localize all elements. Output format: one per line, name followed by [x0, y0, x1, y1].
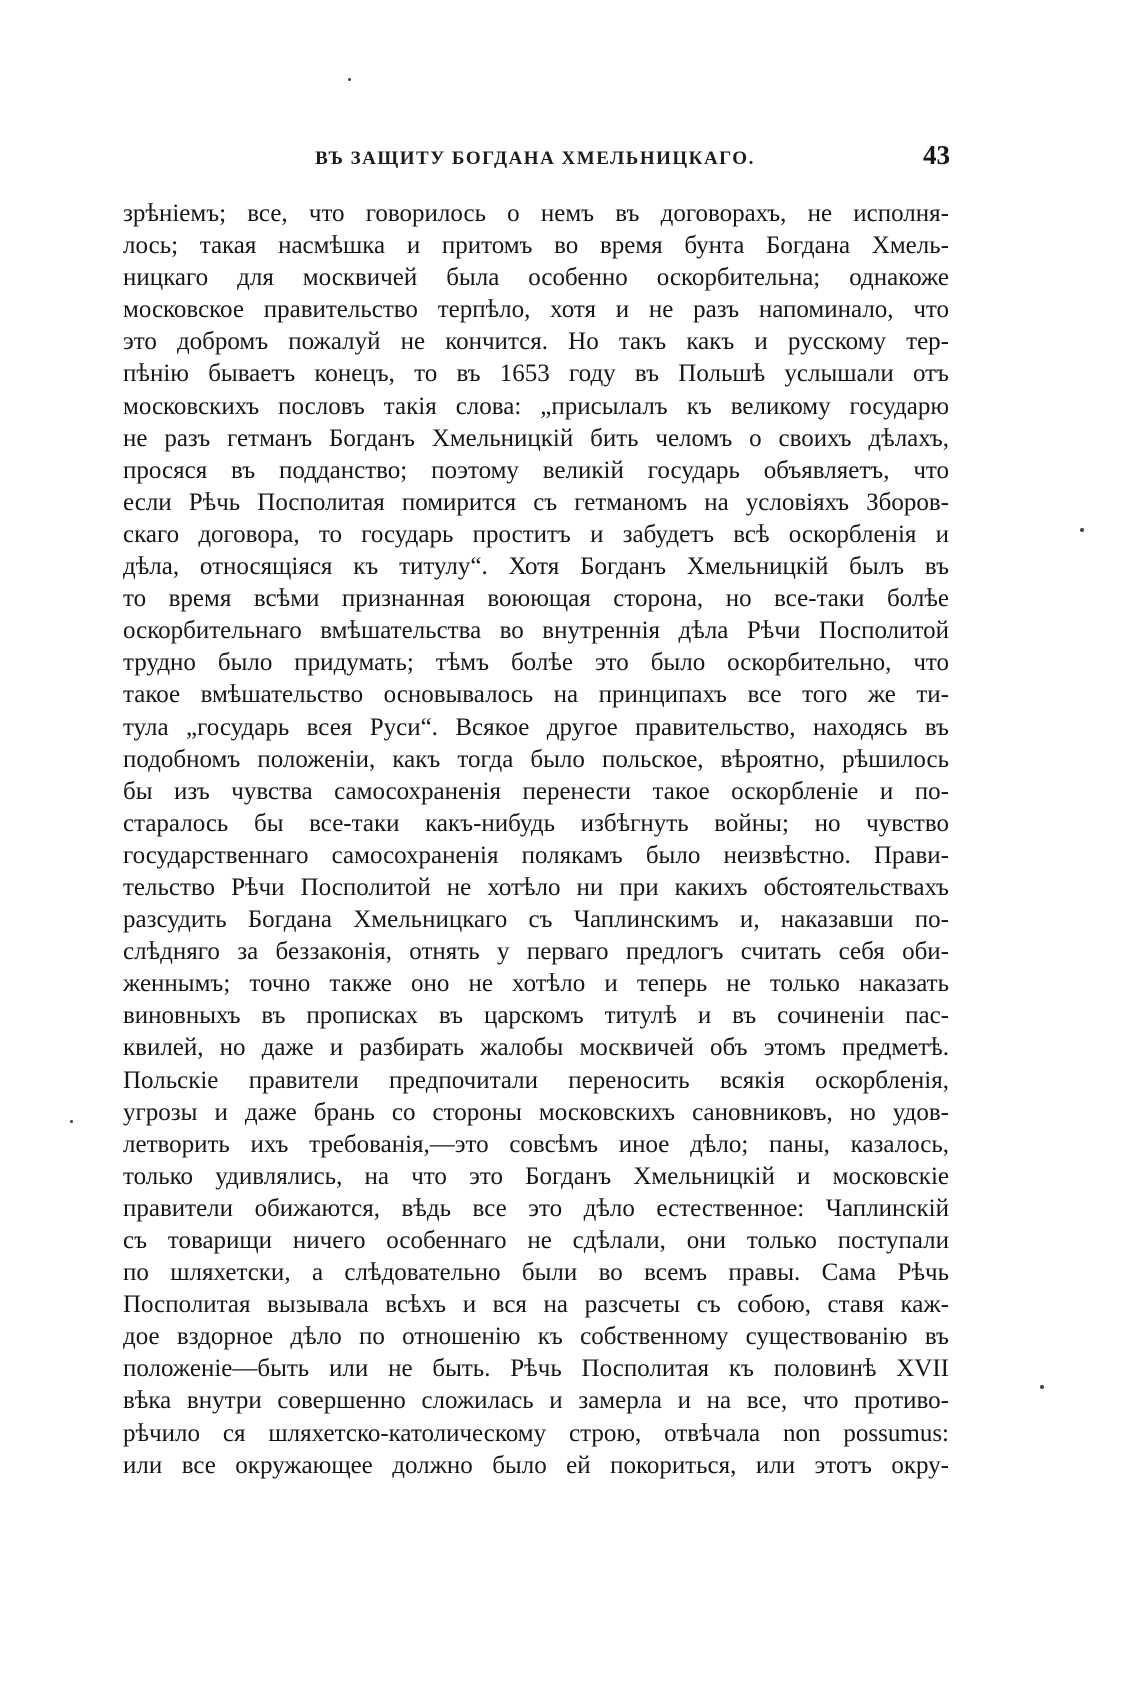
- text-line: московское правительство терпѣло, хотя и не разъ напоминало, что: [123, 296, 949, 324]
- scan-speck: [1080, 528, 1084, 532]
- text-line: зрѣніемъ; все, что говорилось о немъ въ договорахъ, не исполня-: [123, 200, 949, 227]
- text-line: трудно было придумать; тѣмъ болѣе это было оскорбительно, что: [123, 649, 949, 677]
- text-line: или все окружающее должно было ей покориться, или этотъ окру-: [123, 1451, 949, 1479]
- text-line: правители обижаются, вѣдь все это дѣло естественное: Чаплинскій: [123, 1194, 949, 1222]
- text-line: ницкаго для москвичей была особенно оскорбительна; однакоже: [123, 264, 949, 292]
- scan-speck: [348, 78, 351, 81]
- text-line: если Рѣчь Посполитая помирится съ гетманомъ на условіяхъ Зборов-: [123, 488, 949, 516]
- text-line: только удивлялись, на что это Богданъ Хмельницкій и московскіе: [123, 1162, 949, 1190]
- text-line: съ товарищи ничего особеннаго не сдѣлали, они только поступали: [123, 1227, 949, 1254]
- text-line: разсудить Богдана Хмельницкаго съ Чаплинскимъ и, наказавши по-: [123, 906, 949, 934]
- scan-speck: [1040, 1385, 1044, 1389]
- text-line: положеніе—быть или не быть. Рѣчь Посполитая къ половинѣ XVII: [123, 1355, 949, 1383]
- text-line: слѣдняго за беззаконія, отнять у перваго предлогъ считать себя оби-: [123, 938, 949, 966]
- text-line: лось; такая насмѣшка и притомъ во время бунта Богдана Хмель-: [123, 232, 949, 260]
- text-line: это добромъ пожалуй не кончится. Но такъ какъ и русскому тер-: [123, 328, 949, 356]
- text-line: виновныхъ въ прописках въ царскомъ титулѣ и въ сочиненіи пас-: [123, 1002, 949, 1030]
- text-line: дѣла, относящіяся къ титулу“. Хотя Богданъ Хмельницкій былъ въ: [123, 553, 949, 581]
- text-line: не разъ гетманъ Богданъ Хмельницкій бить челомъ о своихъ дѣлахъ,: [123, 424, 949, 452]
- text-line: тула „государь всея Руси“. Всякое другое правительство, находясь въ: [123, 713, 949, 741]
- page-number: 43: [923, 140, 950, 170]
- text-line: старалось бы все-таки какъ-нибудь избѣгнуть войны; но чувство: [123, 809, 949, 837]
- text-line: квилей, но даже и разбирать жалобы москвичей объ этомъ предметѣ.: [123, 1034, 949, 1062]
- scan-speck: [70, 1120, 73, 1123]
- text-line: дое вздорное дѣло по отношенію къ собственному существованію въ: [123, 1323, 949, 1351]
- text-line: рѣчило ся шляхетско-католическому строю, отвѣчала non possumus:: [123, 1419, 949, 1447]
- text-line: подобномъ положеніи, какъ тогда было польское, вѣроятно, рѣшилось: [123, 745, 949, 773]
- text-line: летворить ихъ требованія,—это совсѣмъ иное дѣло; паны, казалось,: [123, 1130, 949, 1158]
- text-line: московскихъ пословъ такія слова: „присылалъ къ великому государю: [123, 392, 949, 420]
- text-line: Польскіе правители предпочитали переносить всякія оскорбленія,: [123, 1066, 949, 1094]
- body-text: [123, 198, 949, 1482]
- text-line: тельство Рѣчи Посполитой не хотѣло ни при какихъ обстоятельствахъ: [123, 873, 949, 901]
- text-line: просяся въ подданство; поэтому великій государь объявляетъ, что: [123, 456, 949, 484]
- text-line: такое вмѣшательство основывалось на принципахъ все того же ти-: [123, 681, 949, 709]
- text-line: оскорбительнаго вмѣшательства во внутреннія дѣла Рѣчи Посполитой: [123, 617, 949, 645]
- text-line: угрозы и даже брань со стороны московскихъ сановниковъ, но удов-: [123, 1098, 949, 1126]
- text-line: женнымъ; точно также оно не хотѣло и теперь не только наказать: [123, 970, 949, 998]
- text-line: государственнаго самосохраненія полякамъ было неизвѣстно. Прави-: [123, 841, 949, 869]
- running-title: ВЪ ЗАЩИТУ БОГДАНА ХМЕЛЬНИЦКАГО.: [315, 148, 755, 169]
- text-line: пѣнію бываетъ конецъ, то въ 1653 году въ Польшѣ услышали отъ: [123, 360, 949, 388]
- text-line: Посполитая вызывала всѣхъ и вся на разсчеты съ собою, ставя каж-: [123, 1291, 949, 1319]
- text-line: бы изъ чувства самосохраненія перенести такое оскорбленіе и по-: [123, 777, 949, 805]
- text-line: вѣка внутри совершенно сложилась и замерла и на все, что противо-: [123, 1387, 949, 1415]
- text-line: скаго договора, то государь проститъ и забудетъ всѣ оскорбленія и: [123, 520, 949, 548]
- text-line: то время всѣми признанная воюющая сторона, но все-таки болѣе: [123, 585, 949, 613]
- text-line: по шляхетски, а слѣдовательно были во всемъ правы. Сама Рѣчь: [123, 1259, 949, 1287]
- running-head: [120, 140, 950, 180]
